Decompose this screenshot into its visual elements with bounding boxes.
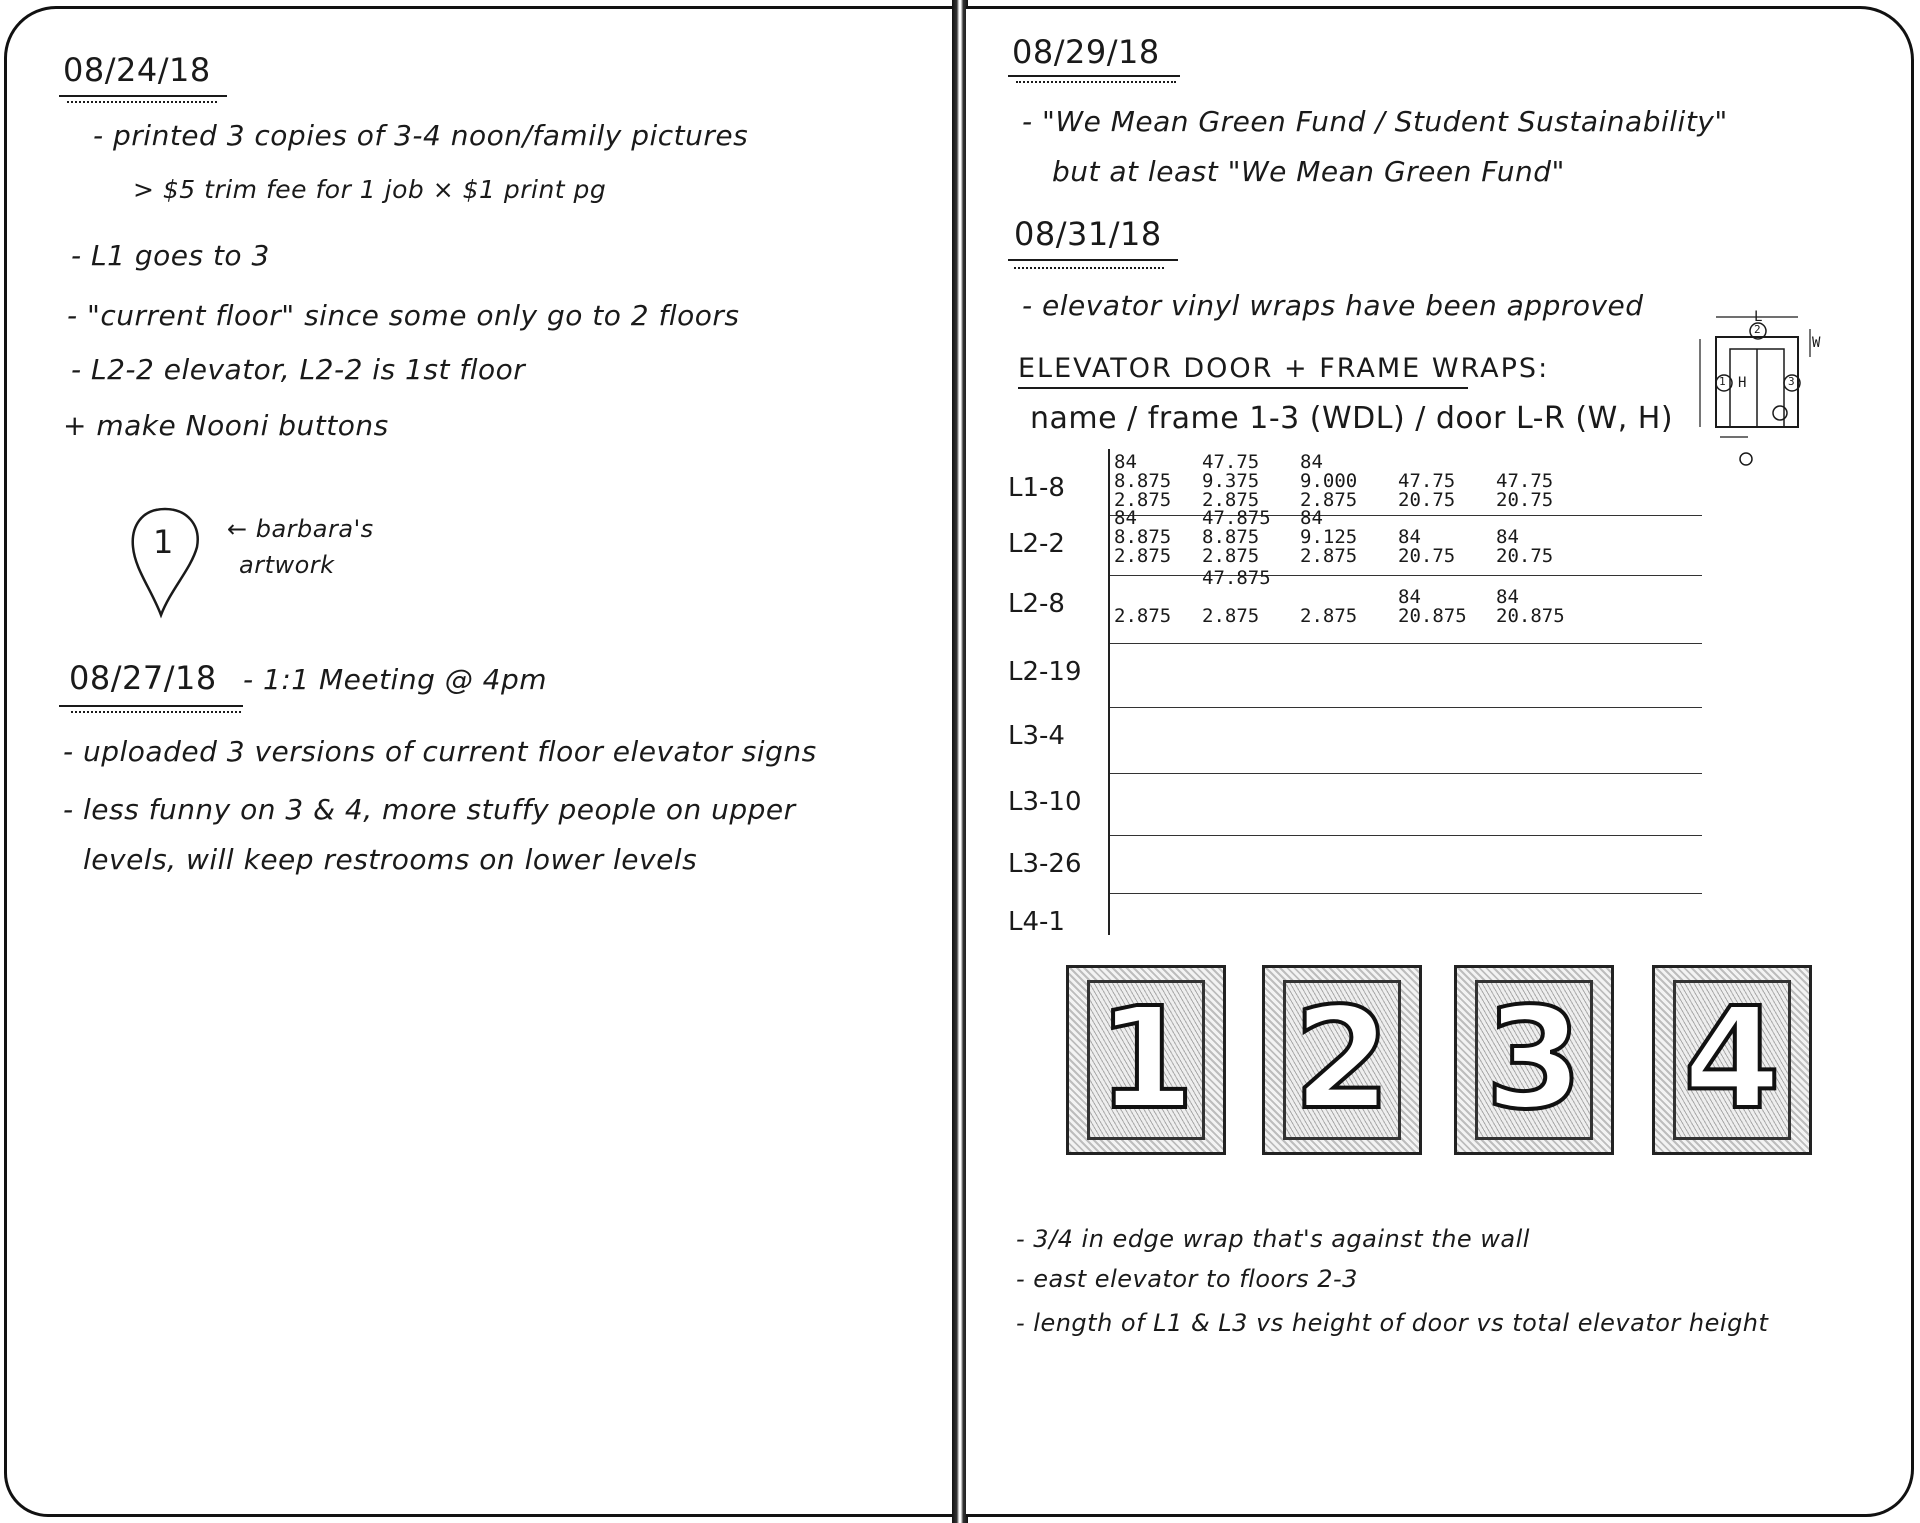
diagram-label: W [1812,335,1821,351]
table-cell: 47.75 [1496,470,1554,492]
note-line: - length of L1 & L3 vs height of door vs total elevator height [1016,1309,1769,1337]
table-row-label: L2-8 [1008,589,1065,619]
table-cell: 84 [1398,586,1421,608]
table-cell: 84 [1114,451,1137,473]
pin-note: artwork [239,551,335,579]
note-line: but at least "We Mean Green Fund" [1052,155,1565,188]
entry-date: 08/31/18 [1014,215,1162,253]
table-rule [1110,707,1702,708]
date-underline [59,705,243,707]
table-cell: 84 [1114,507,1137,529]
tile-digit: 4 [1683,978,1781,1141]
columns-label: name / frame 1-3 (WDL) / door L-R (W, H) [1030,401,1674,436]
table-row-label: L1-8 [1008,473,1065,503]
date-underline [1008,259,1178,261]
pin-note: ← barbara's [227,515,374,543]
entry-date: 08/29/18 [1012,33,1160,71]
table-cell: 2.875 [1202,489,1260,511]
left-page [4,6,956,1517]
entry-title: - 1:1 Meeting @ 4pm [243,663,548,696]
note-line: - L1 goes to 3 [71,239,270,272]
table-cell: 2.875 [1114,605,1172,627]
table-row-label: L3-26 [1008,849,1082,879]
note-line: - east elevator to floors 2-3 [1016,1265,1358,1293]
tile-digit: 1 [1097,978,1195,1141]
note-line: - "We Mean Green Fund / Student Sustainability" [1022,105,1728,138]
note-line: - less funny on 3 & 4, more stuffy people on upper [63,793,796,826]
diagram-label: H [1738,375,1747,391]
table-divider [1108,449,1110,935]
note-line: - L2-2 elevator, L2-2 is 1st floor [71,353,526,386]
number-tile [1066,965,1226,1155]
note-line: - printed 3 copies of 3-4 noon/family pictures [93,119,749,152]
note-line: - 3/4 in edge wrap that's against the wall [1016,1225,1530,1253]
note-line: - "current floor" since some only go to 2 floors [67,299,740,332]
table-cell: 84 [1300,451,1323,473]
table-cell: 2.875 [1300,545,1358,567]
entry-date: 08/27/18 [69,659,217,697]
table-rule [1110,773,1702,774]
table-rule [1110,893,1702,894]
table-cell: 9.000 [1300,470,1358,492]
table-cell: 84 [1496,526,1519,548]
tile-digit: 3 [1485,978,1583,1141]
table-cell: 47.75 [1398,470,1456,492]
table-cell: 20.75 [1496,545,1554,567]
diagram-label: 3 [1788,375,1795,388]
table-cell: 20.875 [1496,605,1565,627]
note-line: - uploaded 3 versions of current floor elevator signs [63,735,817,768]
table-cell: 8.875 [1114,470,1172,492]
entry-date: 08/24/18 [63,51,211,89]
table-cell: 2.875 [1300,489,1358,511]
table-cell: 2.875 [1202,605,1260,627]
pin-number: 1 [153,523,174,561]
table-rule [1110,515,1702,516]
note-line: > $5 trim fee for 1 job × $1 print pg [133,175,607,204]
table-rule [1110,835,1702,836]
table-row-label: L3-4 [1008,721,1065,751]
table-rule [1110,575,1702,576]
table-cell: 47.75 [1202,451,1260,473]
table-row-label: L3-10 [1008,787,1082,817]
note-line: levels, will keep restrooms on lower levels [83,843,698,876]
table-cell: 47.875 [1202,507,1271,529]
table-cell: 20.75 [1398,489,1456,511]
number-tile [1454,965,1614,1155]
table-cell: 20.75 [1398,545,1456,567]
date-underline [1008,75,1180,77]
table-cell: 9.125 [1300,526,1358,548]
diagram-label: L [1754,309,1763,325]
tile-digit: 2 [1293,978,1391,1141]
diagram-label: 2 [1754,323,1761,336]
table-cell: 2.875 [1114,489,1172,511]
table-cell: 47.875 [1202,567,1271,589]
date-underline [1016,81,1176,83]
table-row-label: L2-19 [1008,657,1082,687]
section-heading: ELEVATOR DOOR + FRAME WRAPS: [1018,353,1550,384]
heading-underline [1018,387,1468,389]
table-row-label: L2-2 [1008,529,1065,559]
number-tile [1262,965,1422,1155]
table-cell: 84 [1398,526,1421,548]
note-line: - elevator vinyl wraps have been approved [1022,289,1644,322]
table-row-label: L4-1 [1008,907,1065,937]
table-cell: 20.875 [1398,605,1467,627]
note-line: + make Nooni buttons [63,409,389,442]
number-tile [1652,965,1812,1155]
table-cell: 2.875 [1300,605,1358,627]
table-rule [1110,643,1702,644]
table-cell: 84 [1496,586,1519,608]
table-cell: 2.875 [1202,545,1260,567]
date-underline [67,101,217,103]
table-cell: 8.875 [1114,526,1172,548]
diagram-label: 1 [1719,375,1726,388]
table-cell: 8.875 [1202,526,1260,548]
table-cell: 20.75 [1496,489,1554,511]
right-page [966,6,1914,1517]
date-underline [1014,267,1164,269]
date-underline [59,95,227,97]
table-cell: 9.375 [1202,470,1260,492]
date-underline [71,711,241,713]
table-cell: 84 [1300,507,1323,529]
table-cell: 2.875 [1114,545,1172,567]
